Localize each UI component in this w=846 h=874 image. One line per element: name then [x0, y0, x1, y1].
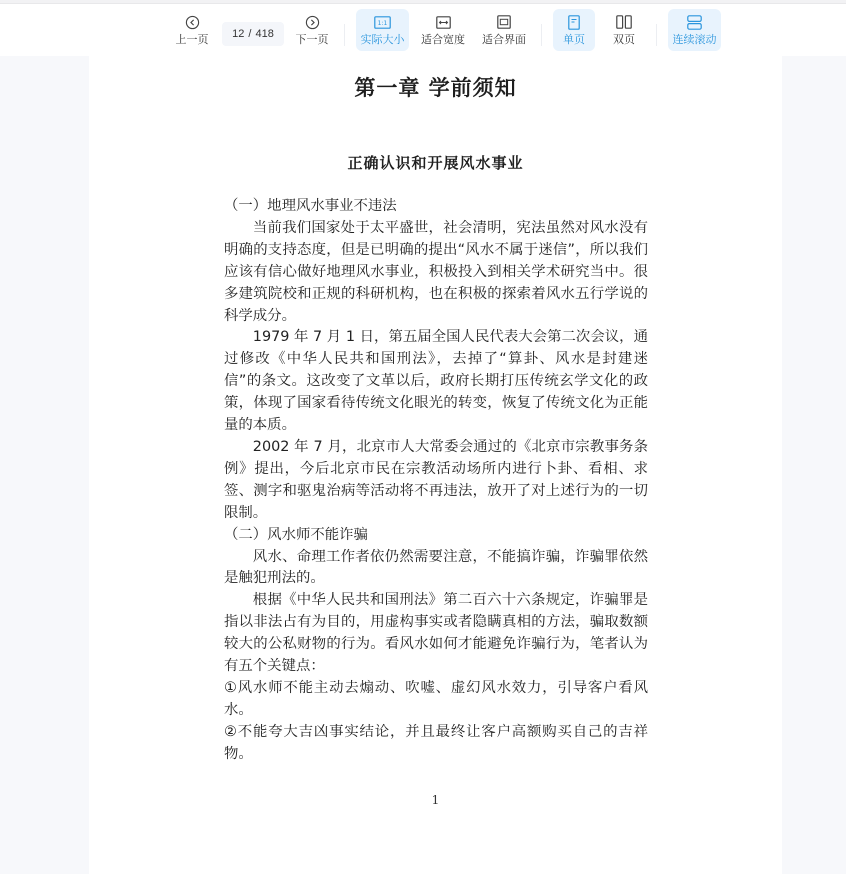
- chevron-left-circle-icon: [185, 13, 200, 31]
- single-page-label: 单页: [563, 34, 585, 46]
- fit-width-icon: [436, 13, 451, 31]
- subsection-heading: （一）地理风水事业不违法: [224, 198, 397, 214]
- list-item: ①风水师不能主动去煽动、吹嘘、虚幻风水效力，引导客户看风水。: [224, 679, 648, 718]
- chevron-right-circle-icon: [305, 13, 320, 31]
- page-body-text: [224, 196, 648, 766]
- next-page-label: 下一页: [295, 34, 329, 46]
- paragraph: 风水、命理工作者依仍然需要注意，不能搞诈骗，诈骗罪依然是触犯刑法的。: [224, 548, 648, 587]
- fit-width-button[interactable]: [418, 9, 468, 51]
- list-item: ②不能夸大吉凶事实结论，并且最终让客户高额购买自己的吉祥物。: [224, 723, 648, 762]
- toolbar-divider: [344, 24, 345, 46]
- fit-page-icon: [497, 13, 511, 31]
- prev-page-button[interactable]: [172, 9, 212, 51]
- continuous-scroll-label: 连续滚动: [672, 34, 717, 46]
- fit-width-label: 适合宽度: [421, 34, 465, 46]
- actual-size-1to1-icon: [374, 13, 391, 31]
- page-number-input[interactable]: [222, 22, 284, 46]
- paragraph: 2002 年 7 月，北京市人大常委会通过的《北京市宗教事务条例》提出，今后北京市民在宗教活动场所内进行卜卦、看相、求签、测字和驱鬼治病等活动将不再违法，放开了对上述行为的一切限制。: [224, 438, 648, 521]
- actual-size-label: 实际大小: [360, 34, 405, 46]
- page-number: 1: [431, 793, 440, 807]
- continuous-scroll-button[interactable]: [668, 9, 721, 51]
- prev-page-label: 上一页: [175, 34, 209, 46]
- svg-text:1:1: 1:1: [377, 19, 388, 27]
- total-pages: 418: [255, 28, 274, 40]
- section-title: 正确认识和开展风水事业: [347, 154, 524, 172]
- double-page-button[interactable]: [604, 9, 644, 51]
- subsection-heading: （二）风水师不能诈骗: [224, 526, 368, 543]
- document-page: [89, 56, 782, 874]
- page-separator: /: [248, 28, 252, 40]
- paragraph: 1979 年 7 月 1 日，第五届全国人民代表大会第二次会议，通过修改《中华人民共和国刑法》，去掉了“算卦、风水是封建迷信”的条文。这改变了文革以后，政府长期打压传统玄学文化的政策，体现了国家看待传统文化眼光的转变，恢复了传统文化为正能量的本质。: [224, 329, 648, 434]
- paragraph: 根据《中华人民共和国刑法》第二百六十六条规定，诈骗罪是指以非法占有为目的，用虚构事实或者隐瞒真相的方法，骗取数额较大的公私财物的行为。看风水如何才能避免诈骗行为，笔者认为有五个关键点：: [224, 592, 648, 675]
- fit-page-label: 适合界面: [482, 34, 526, 46]
- next-page-button[interactable]: [292, 9, 332, 51]
- chapter-title: 第一章 学前须知: [354, 75, 517, 100]
- toolbar-divider: [656, 24, 657, 46]
- current-page: 12: [232, 28, 245, 40]
- fit-page-button[interactable]: [479, 9, 529, 51]
- continuous-scroll-icon: [687, 13, 702, 31]
- paragraph: 当前我们国家处于太平盛世，社会清明，宪法虽然对风水没有明确的支持态度，但是已明确的提出“风水不属于迷信”，所以我们应该有信心做好地理风水事业，积极投入到相关学术研究当中。很多建筑院校和正规的科研机构，也在积极的探索着风水五行学说的科学成分。: [224, 219, 648, 324]
- single-page-icon: [568, 13, 580, 31]
- double-page-label: 双页: [613, 34, 635, 46]
- actual-size-button[interactable]: [356, 9, 409, 51]
- reader-toolbar: [0, 4, 846, 56]
- toolbar-divider: [541, 24, 542, 46]
- single-page-button[interactable]: [553, 9, 595, 51]
- double-page-icon: [616, 13, 632, 31]
